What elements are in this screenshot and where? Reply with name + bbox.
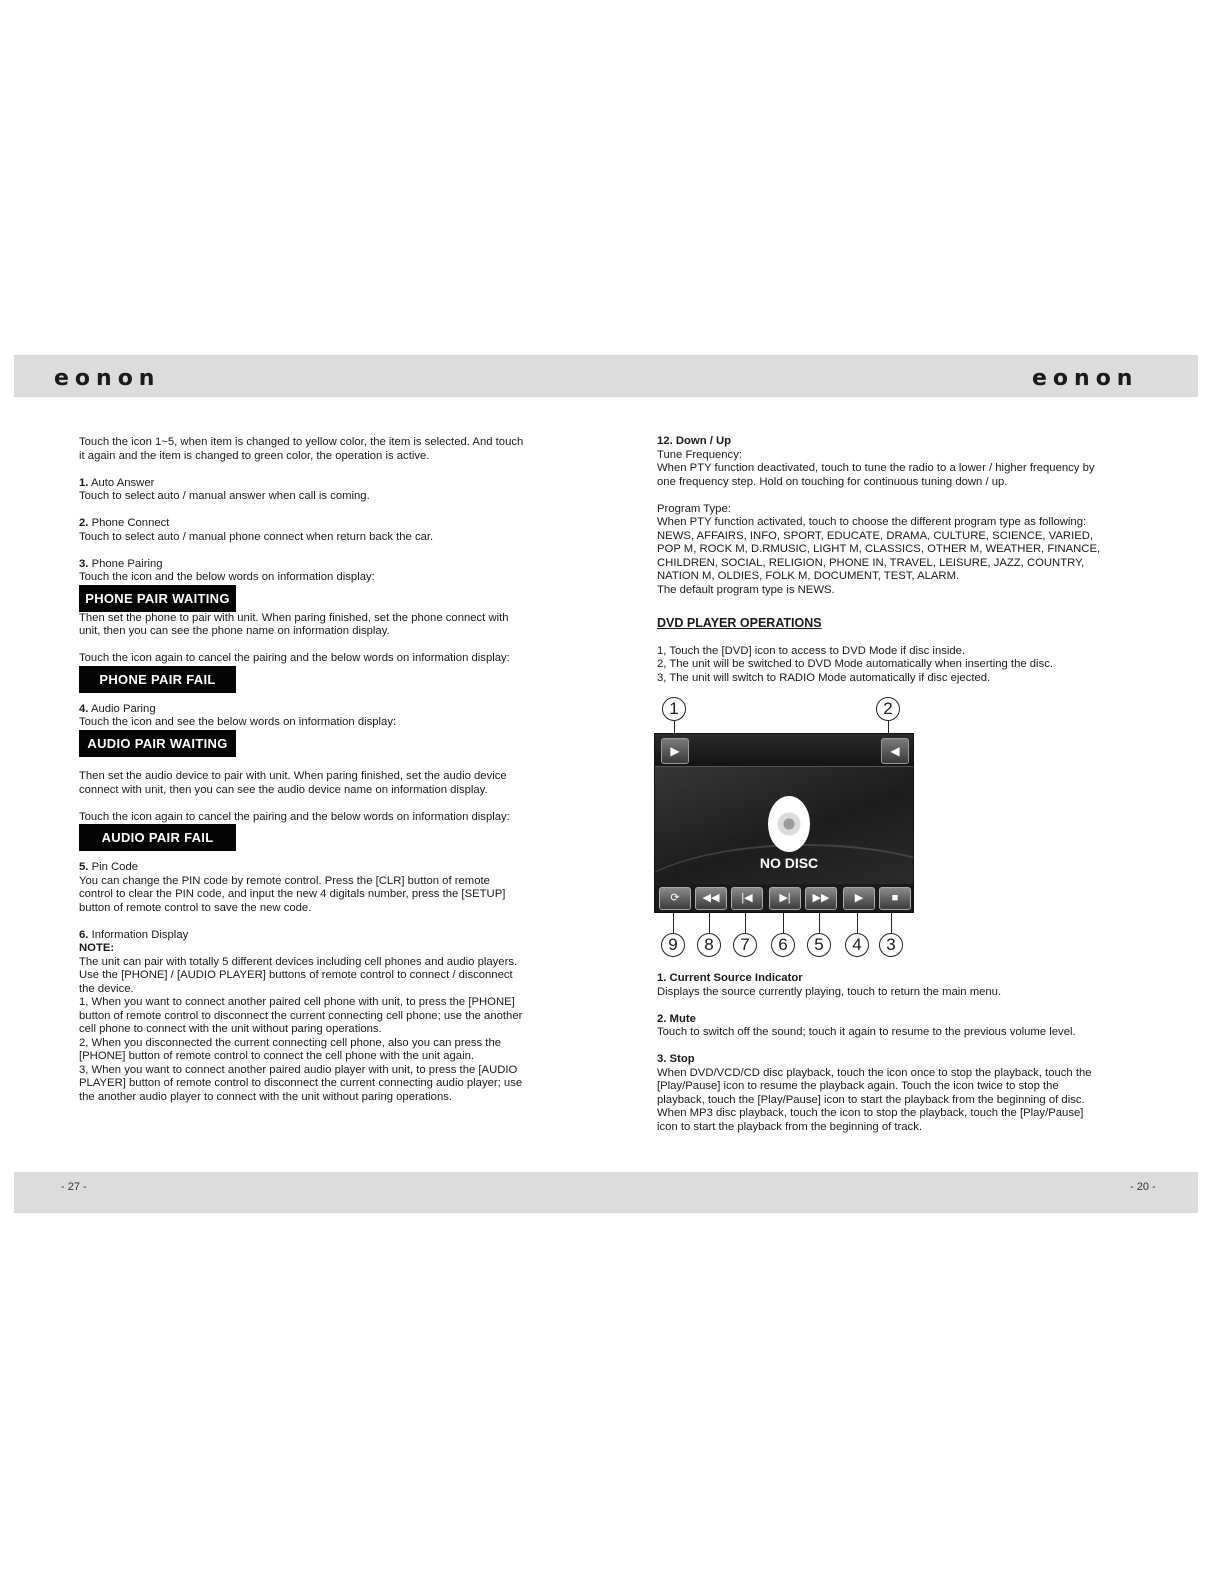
callout-9: 9 (661, 933, 685, 957)
callout-1: 1 (662, 697, 686, 721)
callout-5: 5 (807, 933, 831, 957)
mute-heading: 2. Mute (657, 1012, 696, 1025)
audio-paring-heading: 4. Audio Paring (79, 702, 156, 715)
play-icon[interactable]: ▶ (843, 887, 875, 910)
phone-pairing-text2: Then set the phone to pair with unit. When paring finished, set the phone connect with unit, then you can see the phone name on information display. (79, 611, 509, 637)
stop-icon[interactable]: ■ (879, 887, 911, 910)
previous-icon[interactable]: |◀ (731, 887, 763, 910)
left-column (79, 436, 524, 1104)
tune-frequency-text: When PTY function deactivated, touch to tune the radio to a lower / higher frequency by one frequency step. Hold on touching for continuous tuning down / up. (657, 462, 1095, 488)
phone-pairing-text3: Touch the icon again to cancel the pairing and the below words on information display: (79, 652, 510, 664)
program-type-text: When PTY function activated, touch to choose the different program type as following: NEWS, AFFAIRS, INFO, SPORT, EDUCATE, DRAMA, CULTURE, SCIENCE, VARIED, POP M, ROCK M, D.RMUSIC, LIGHT M, CLASSICS, OTHER M, WEATHER, FINANCE, CHILDREN, SOCIAL, RELIGION, PHONE IN, TRAVEL, LEISURE, JAZZ, COUNTRY, NATION M, OLDIES, FOLK M, DOCUMENT, TEST, ALARM. (657, 516, 1101, 582)
audio-paring-text3: Touch the icon again to cancel the pairing and the below words on information display: (79, 810, 510, 823)
intro-text: Touch the icon 1~5, when item is changed to yellow color, the item is selected. And touch it again and the item is changed to green color, the operation is active. (79, 436, 524, 462)
header-band (14, 355, 1198, 397)
callout-3: 3 (879, 933, 903, 957)
tune-frequency-label: Tune Frequency: (657, 448, 742, 461)
callout-7: 7 (733, 933, 757, 957)
disc-icon (768, 796, 810, 852)
rewind-icon[interactable]: ◀◀ (695, 887, 727, 910)
leader-7 (745, 911, 746, 933)
current-source-text: Displays the source currently playing, touch to return the main menu. (657, 985, 1002, 998)
audio-paring-text2: Then set the audio device to pair with unit. When paring finished, set the audio device connect with unit, then you can see the audio device name on information display. (79, 770, 507, 796)
callout-4: 4 (845, 933, 869, 957)
mute-text: Touch to switch off the sound; touch it again to resume to the previous volume level. (657, 1026, 1076, 1038)
note-item-1: 1, When you want to connect another paired cell phone with unit, to press the [PHONE] button of remote control to disconnect the current connecting cell phone; use the another cell phone to connect with the unit without paring operations. (79, 996, 523, 1035)
auto-answer-text: Touch to select auto / manual answer when call is coming. (79, 490, 370, 502)
brand-logo-right (1032, 355, 1172, 397)
note-item-2: 2, When you disconnected the current connecting cell phone, also you can press the [PHONE] button of remote control to connect the cell phone with the unit again. (79, 1036, 502, 1062)
note-label: NOTE: (79, 942, 115, 954)
display-phone-pair-fail: PHONE PAIR FAIL (79, 666, 236, 693)
svg-text:eonon: eonon (1032, 366, 1139, 391)
phone-pairing-heading: 3. Phone Pairing (79, 557, 163, 570)
control-bar (655, 884, 913, 912)
program-type-label: Program Type: (657, 502, 731, 515)
current-source-heading: 1. Current Source Indicator (657, 972, 803, 984)
fast-forward-icon[interactable]: ▶▶ (805, 887, 837, 910)
phone-connect-heading: 2. Phone Connect (79, 517, 170, 529)
footer-band (14, 1172, 1198, 1213)
stop-heading: 3. Stop (657, 1053, 695, 1065)
dvd-screen (654, 733, 914, 913)
dvd-section-title: DVD PLAYER OPERATIONS (657, 616, 822, 630)
display-audio-pair-waiting: AUDIO PAIR WAITING (79, 730, 236, 757)
leader-8 (709, 911, 710, 933)
pin-code-heading: 5. Pin Code (79, 861, 139, 873)
display-phone-pair-waiting: PHONE PAIR WAITING (79, 585, 236, 612)
note-text: The unit can pair with totally 5 different devices including cell phones and audio players. Use the [PHONE] / [AUDIO PLAYER] buttons of remote control to connect / disconnect the device. (79, 955, 518, 995)
leader-9 (673, 911, 674, 933)
leader-4 (857, 911, 858, 933)
play-next-icon[interactable]: ▶| (769, 887, 801, 910)
dvd-step-3: 3, The unit will switch to RADIO Mode automatically if disc ejected. (657, 671, 991, 684)
dvd-step-2: 2, The unit will be switched to DVD Mode automatically when inserting the disc. (657, 658, 1054, 670)
down-up-heading: 12. Down / Up (657, 435, 732, 447)
repeat-icon[interactable]: ⟳ (659, 887, 691, 910)
right-column (657, 435, 1107, 1134)
leader-5 (819, 911, 820, 933)
no-disc-label: NO DISC (759, 855, 819, 871)
info-display-heading: 6. Information Display (79, 928, 189, 941)
callout-8: 8 (697, 933, 721, 957)
speaker-mute-icon[interactable]: ◀ (881, 738, 909, 764)
display-audio-pair-fail: AUDIO PAIR FAIL (79, 824, 236, 851)
default-program-text: The default program type is NEWS. (657, 583, 835, 596)
dvd-screen-figure (654, 697, 954, 962)
screen-top-bar (655, 734, 913, 767)
brand-logo-left (54, 355, 194, 397)
callout-6: 6 (771, 933, 795, 957)
phone-connect-text: Touch to select auto / manual phone connect when return back the car. (79, 530, 434, 543)
dvd-step-1: 1, Touch the [DVD] icon to access to DVD Mode if disc inside. (657, 644, 966, 657)
leader-3 (891, 911, 892, 933)
svg-text:eonon: eonon (54, 366, 161, 391)
stop-text: When DVD/VCD/CD disc playback, touch the icon once to stop the playback, touch the [Play/Pause] icon to resume the playback again. Touch the icon twice to stop the playback, touch the [Play/Pause] icon to start the playback from the beginning of disc. When MP3 disc playback, touch the icon to stop the playback, touch the [Play/Pause] icon to start the playback from the beginning of track. (657, 1066, 1092, 1133)
pin-code-text: You can change the PIN code by remote control. Press the [CLR] button of remote control to clear the PIN code, and input the new 4 digitals number, press the [SETUP] button of remote control to save the new code. (79, 874, 506, 914)
leader-6 (783, 911, 784, 933)
play-circle-icon[interactable]: ▶ (661, 738, 689, 764)
page-number-left: - 27 - (61, 1181, 87, 1193)
page-number-right: - 20 - (1130, 1181, 1156, 1193)
note-item-3: 3, When you want to connect another paired audio player with unit, to press the [AUDIO PLAYER] button of remote control to disconnect the current connecting audio player; use the another audio player to connect with the unit without paring operations. (79, 1063, 523, 1103)
callout-2: 2 (876, 697, 900, 721)
audio-paring-text1: Touch the icon and see the below words on information display: (79, 716, 397, 728)
auto-answer-heading: 1. Auto Answer (79, 476, 155, 489)
phone-pairing-text1: Touch the icon and the below words on information display: (79, 571, 375, 583)
